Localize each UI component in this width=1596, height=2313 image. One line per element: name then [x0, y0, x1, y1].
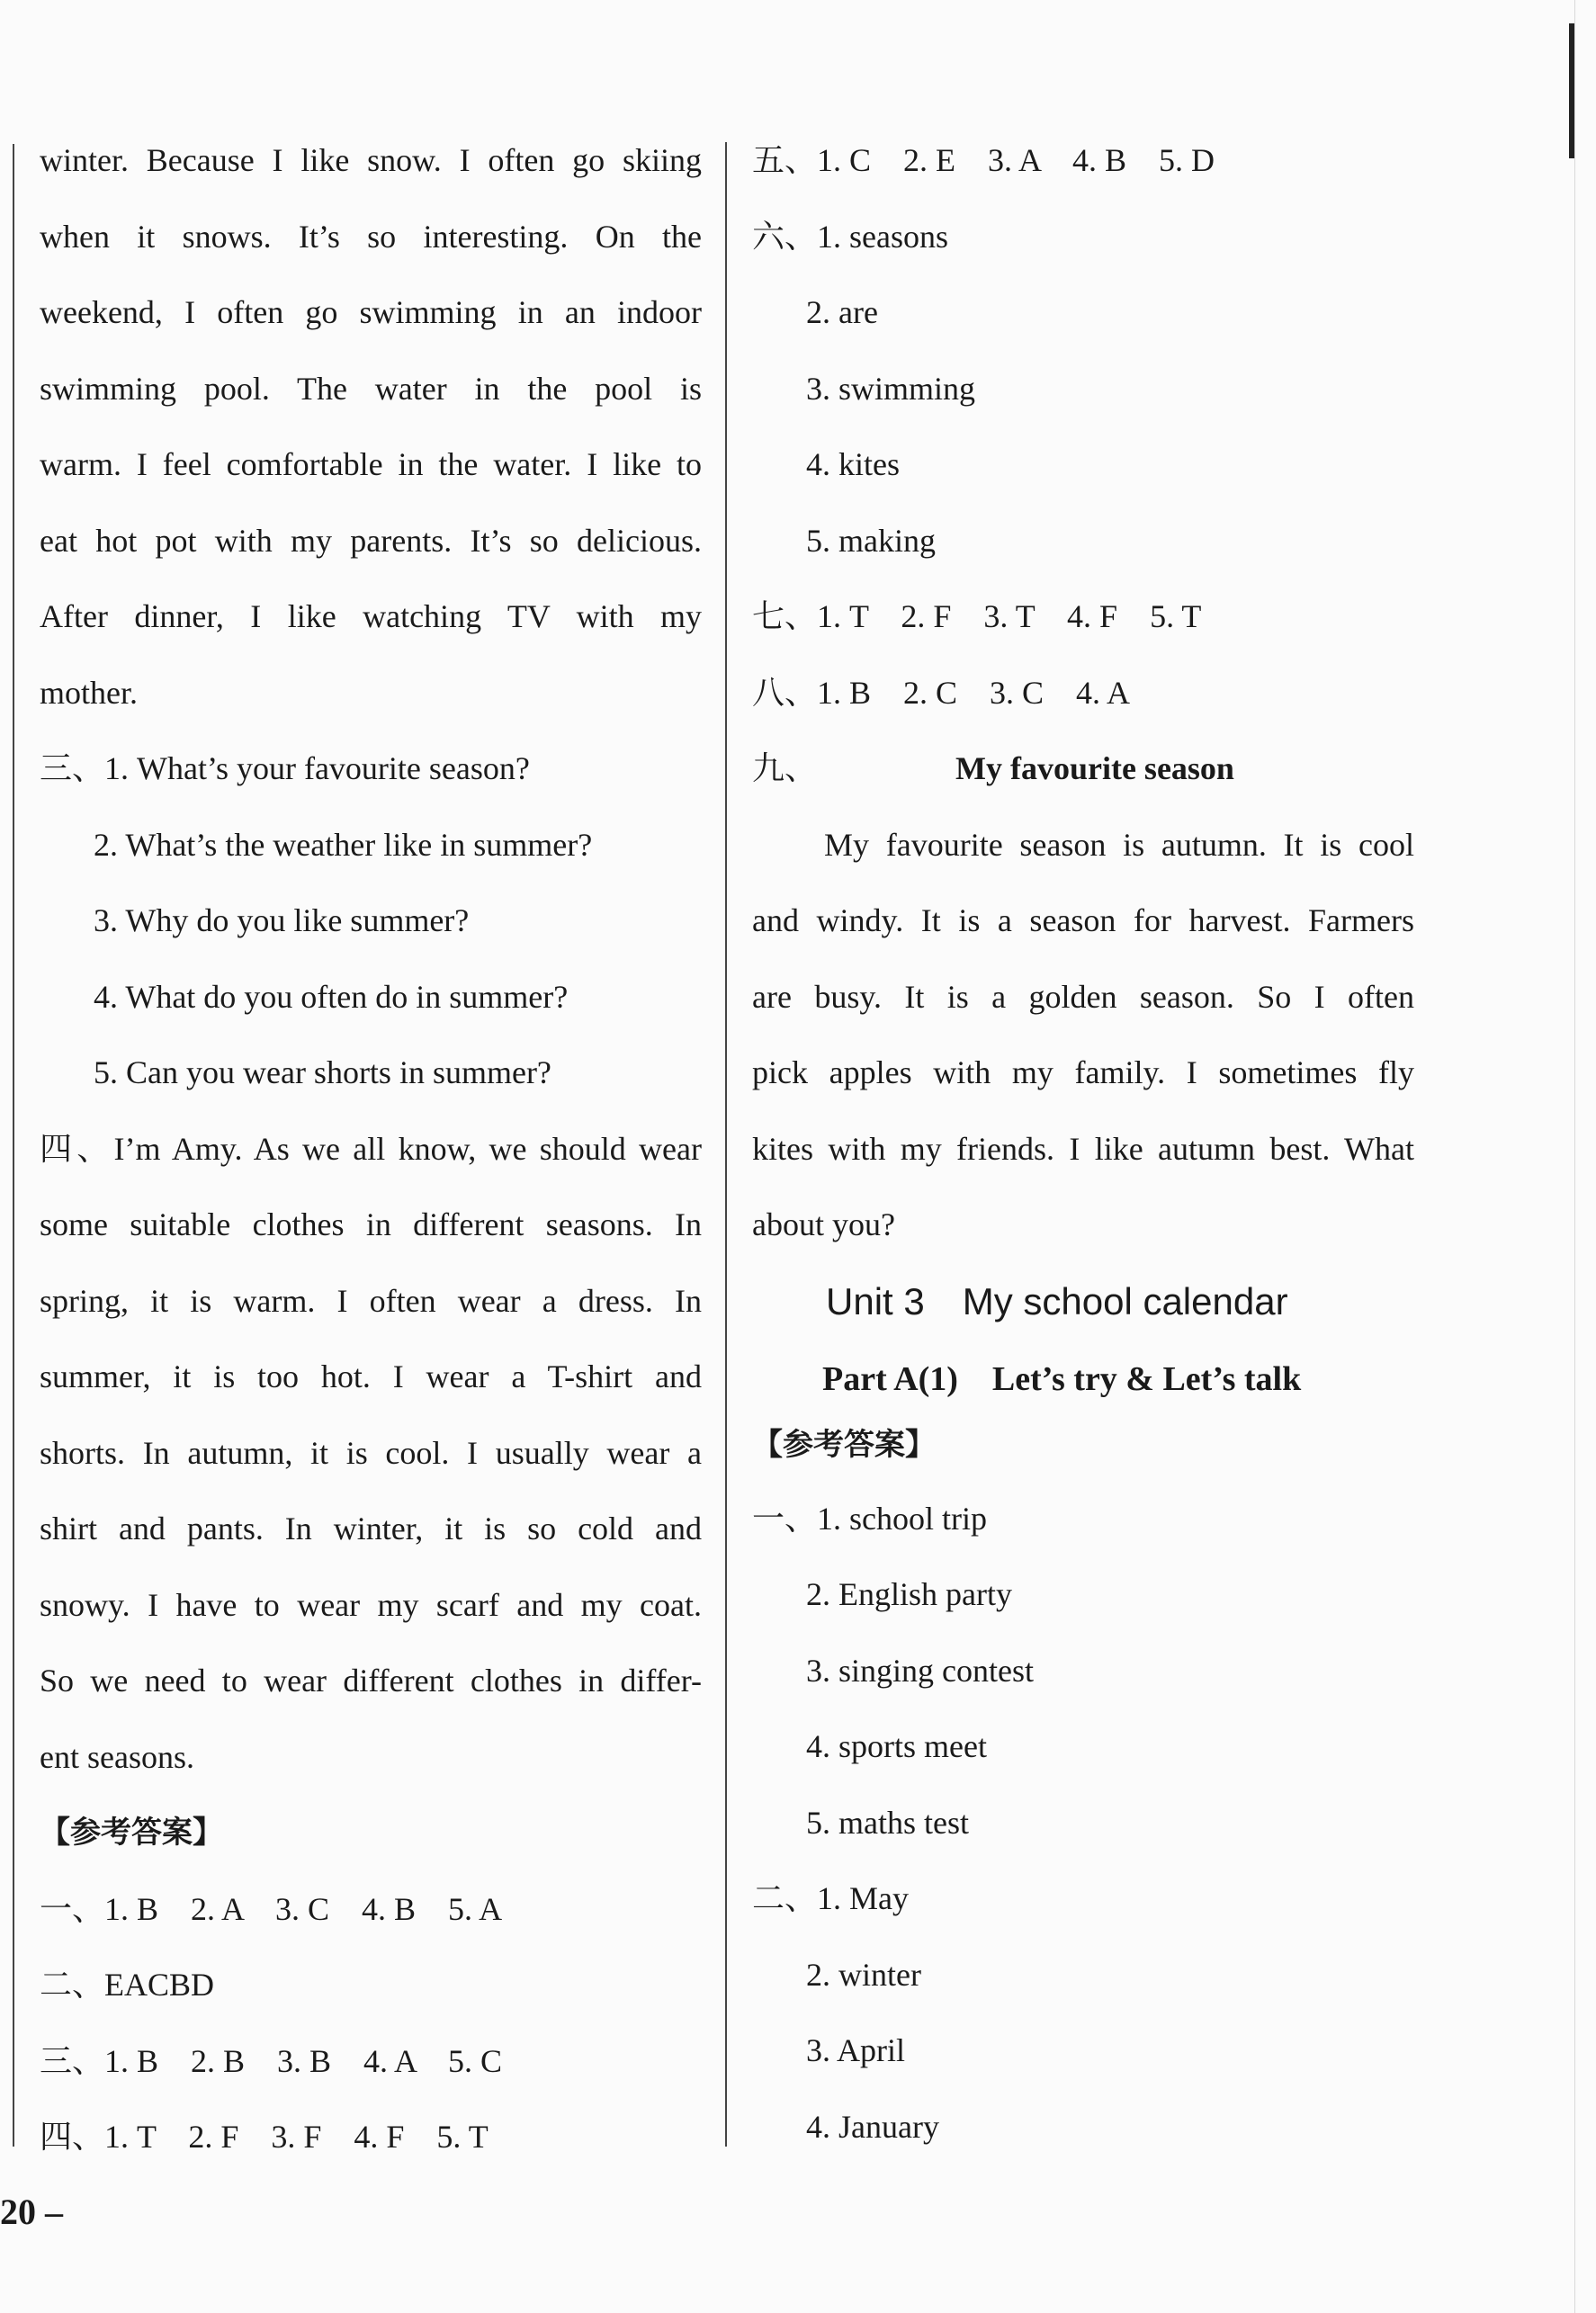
essay-line: kites with my friends. I like autumn best. What: [752, 1130, 1414, 1167]
essay-line: mother.: [40, 674, 138, 711]
section-9-label: 九、: [752, 750, 818, 786]
unit-title: Unit 3 My school calendar: [826, 1279, 1288, 1322]
essay-line: swimming pool. The water in the pool is: [40, 370, 702, 407]
page-number: 20 –: [0, 2192, 63, 2232]
left-column: [40, 122, 702, 2175]
essay-line: and windy. It is a season for harvest. Farmers: [752, 902, 1414, 938]
section-6-head: 六、1. seasons: [752, 218, 948, 255]
section-9-head: [752, 731, 1414, 807]
answer-item: 4. kites: [806, 446, 900, 482]
part-title: Part A(1) Let’s try & Let’s talk: [822, 1359, 1302, 1398]
essay-line: My favourite season is autumn. It is cool: [824, 826, 1414, 863]
section-4-line: shorts. In autumn, it is cool. I usually wear a: [40, 1434, 702, 1471]
answer-item: 5. making: [806, 522, 936, 559]
answer-item: 4. January: [806, 2108, 939, 2145]
section-4-line: 四、I’m Amy. As we all know, we should wear: [40, 1130, 702, 1167]
essay-line: when it snows. It’s so interesting. On the: [40, 218, 702, 255]
question-item: 5. Can you wear shorts in summer?: [94, 1054, 551, 1090]
essay-line: weekend, I often go swimming in an indoor: [40, 294, 702, 330]
section-4-line: shirt and pants. In winter, it is so cold and: [40, 1511, 702, 1546]
answer-item: 4. sports meet: [806, 1728, 987, 1764]
answer-2-head: 二、1. May: [752, 1880, 909, 1916]
section-4-line: ent seasons.: [40, 1738, 194, 1775]
answer-line: 二、EACBD: [40, 1967, 215, 2003]
answer-item: 2. are: [806, 294, 878, 330]
left-margin-rule: [13, 144, 14, 2147]
column-divider: [725, 142, 727, 2147]
answer-line: 一、1. B 2. A 3. C 4. B 5. A: [40, 1890, 503, 1927]
essay-title: My favourite season: [955, 750, 1234, 786]
essay-line: winter. Because I like snow. I often go skiing: [40, 142, 702, 178]
essay-line: are busy. It is a golden season. So I often: [752, 978, 1414, 1015]
answer-key-header: 【参考答案】: [40, 1815, 223, 1851]
section-4-line: snowy. I have to wear my scarf and my coat.: [40, 1586, 702, 1623]
answer-item: 5. maths test: [806, 1804, 969, 1841]
section-8-answers: 八、1. B 2. C 3. C 4. A: [752, 674, 1131, 711]
essay-line: warm. I feel comfortable in the water. I like to: [40, 446, 702, 482]
question-item: 3. Why do you like summer?: [94, 902, 470, 938]
section-7-answers: 七、1. T 2. F 3. T 4. F 5. T: [752, 598, 1202, 634]
question-item: 4. What do you often do in summer?: [94, 978, 569, 1015]
question-item: 2. What’s the weather like in summer?: [94, 826, 593, 863]
essay-line: After dinner, I like watching TV with my: [40, 598, 702, 634]
essay-line: eat hot pot with my parents. It’s so delicious.: [40, 522, 702, 559]
essay-line: about you?: [752, 1206, 895, 1242]
right-column: [752, 122, 1414, 2165]
answer-item: 3. swimming: [806, 370, 976, 407]
answer-1-head: 一、1. school trip: [752, 1500, 987, 1537]
answer-line: 三、1. B 2. B 3. B 4. A 5. C: [40, 2042, 503, 2079]
section-4-line: summer, it is too hot. I wear a T-shirt and: [40, 1358, 702, 1394]
answer-line: 四、1. T 2. F 3. F 4. F 5. T: [40, 2119, 489, 2155]
section-4-line: some suitable clothes in different seasons. In: [40, 1206, 702, 1242]
answer-item: 2. winter: [806, 1956, 921, 1993]
section-4-line: spring, it is warm. I often wear a dress. In: [40, 1282, 702, 1319]
answer-item: 3. singing contest: [806, 1652, 1034, 1689]
section-4-line: So we need to wear different clothes in differ-: [40, 1663, 702, 1699]
page-edge-line: [1574, 0, 1575, 2313]
answer-item: 2. English party: [806, 1576, 1012, 1612]
section-5-answers: 五、1. C 2. E 3. A 4. B 5. D: [752, 142, 1215, 178]
essay-line: pick apples with my family. I sometimes fly: [752, 1054, 1414, 1090]
answer-key-header: 【参考答案】: [752, 1426, 936, 1463]
answer-item: 3. April: [806, 2032, 906, 2068]
section-3-head: 三、1. What’s your favourite season?: [40, 750, 530, 786]
